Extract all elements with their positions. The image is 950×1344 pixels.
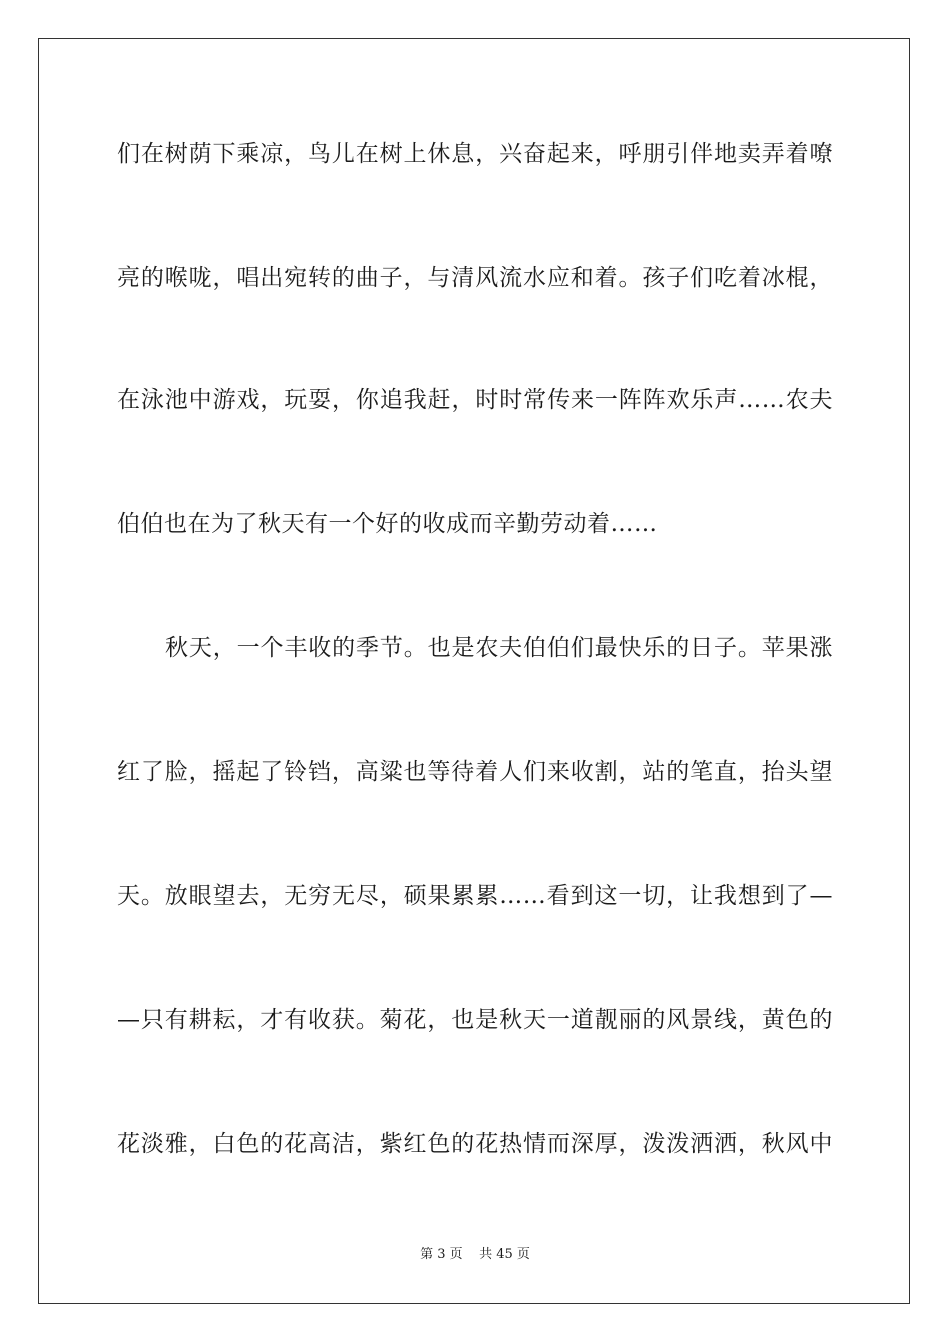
page-frame — [38, 38, 910, 1304]
body-text-line-4: 伯伯也在为了秋天有一个好的收成而辛勤劳动着…… — [117, 511, 658, 537]
body-text-line-8: —只有耕耘，才有收获。菊花，也是秋天一道靓丽的风景线，黄色的 — [117, 1007, 833, 1033]
body-text-line-2: 亮的喉咙，唱出宛转的曲子，与清风流水应和着。孩子们吃着冰棍， — [117, 265, 833, 291]
body-text-line-5: 秋天，一个丰收的季节。也是农夫伯伯们最快乐的日子。苹果涨 — [165, 635, 833, 661]
body-text-line-6: 红了脸，摇起了铃铛，高粱也等待着人们来收割，站的笔直，抬头望 — [117, 759, 833, 785]
body-text-line-7: 天。放眼望去，无穷无尽，硕果累累……看到这一切，让我想到了— — [117, 883, 833, 909]
body-text-line-9: 花淡雅，白色的花高洁，紫红色的花热情而深厚，泼泼洒洒，秋风中 — [117, 1131, 833, 1157]
body-text-line-1: 们在树荫下乘凉，鸟儿在树上休息，兴奋起来，呼朋引伴地卖弄着嘹 — [117, 141, 833, 167]
body-text-line-3: 在泳池中游戏，玩耍，你追我赶，时时常传来一阵阵欢乐声……农夫 — [117, 387, 833, 413]
page-number-footer: 第 3 页 共 45 页 — [420, 1247, 530, 1262]
